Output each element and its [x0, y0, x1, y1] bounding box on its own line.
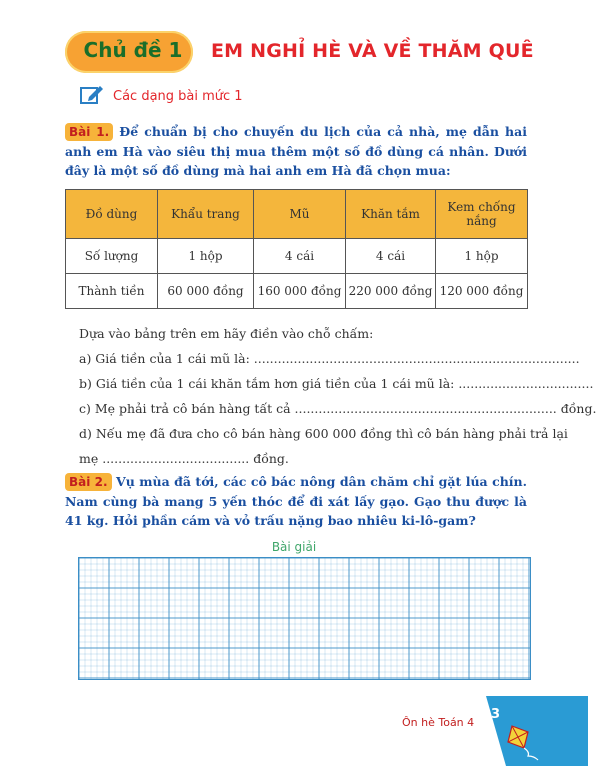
answer-grid[interactable] [78, 557, 531, 680]
kite-icon [504, 722, 544, 762]
fill-item-d-cont[interactable]: mẹ ..................................... đồng. [79, 451, 289, 466]
fill-item-d[interactable]: d) Nếu mẹ đã đưa cho cô bán hàng 600 000 đồng thì cô bán hàng phải trả lại [79, 426, 568, 441]
table-header-cell: Mũ [254, 190, 346, 239]
solution-label: Bài giải [271, 540, 317, 554]
table-cell: Thành tiền [66, 274, 158, 309]
topic-label: Chủ đề 1 [83, 38, 183, 62]
table-cell: 1 hộp [158, 239, 254, 274]
fill-instruction: Dựa vào bảng trên em hãy điền vào chỗ chấm: [79, 326, 374, 341]
page-number: 3 [491, 707, 501, 722]
items-table [65, 189, 528, 309]
level-label: Các dạng bài mức 1 [113, 89, 243, 104]
table-header-cell: Khăn tắm [346, 190, 436, 239]
table-cell: 4 cái [346, 239, 436, 274]
fill-item-b[interactable]: b) Giá tiền của 1 cái khăn tắm hơn giá tiền của 1 cái mũ là: .................................. [79, 376, 594, 391]
book-title: Ôn hè Toán 4 [402, 716, 475, 729]
table-cell: 120 000 đồng [436, 274, 528, 309]
table-cell: 160 000 đồng [254, 274, 346, 309]
fill-item-a[interactable]: a) Giá tiền của 1 cái mũ là: .................................................................................. [79, 351, 580, 366]
exercise-2-text: Vụ mùa đã tới, các cô bác nông dân chăm chỉ gặt lúa chín. Nam cùng bà mang 5 yến thóc để đi xát lấy gạo. Gạo thu được là 41 kg. Hỏi phần cám và vỏ trấu nặng bao nhiêu ki-lô-gam? [65, 474, 527, 528]
exercise-1-badge: Bài 1. [65, 123, 113, 141]
exercise-1-prompt [65, 122, 527, 180]
exercise-2-prompt [65, 472, 527, 530]
table-cell: 220 000 đồng [346, 274, 436, 309]
table-row [66, 239, 528, 274]
table-row [66, 274, 528, 309]
notebook-pencil-icon [80, 85, 104, 105]
table-cell: 4 cái [254, 239, 346, 274]
fill-item-c[interactable]: c) Mẹ phải trả cô bán hàng tất cả .................................................................. đồng. [79, 401, 596, 416]
table-header-cell: Đồ dùng [66, 190, 158, 239]
table-header-row [66, 190, 528, 239]
table-header-cell: Khẩu trang [158, 190, 254, 239]
table-cell: 60 000 đồng [158, 274, 254, 309]
table-header-cell: Kem chống nắng [436, 190, 528, 239]
exercise-2-badge: Bài 2. [65, 473, 112, 491]
topic-title: EM NGHỈ HÈ VÀ VỀ THĂM QUÊ [211, 40, 534, 62]
table-cell: Số lượng [66, 239, 158, 274]
exercise-1-text: Để chuẩn bị cho chuyến du lịch của cả nhà, mẹ dẫn hai anh em Hà vào siêu thị mua thêm một số đồ dùng cá nhân. Dưới đây là một số đồ dùng mà hai anh em Hà đã chọn mua: [65, 124, 527, 178]
table-cell: 1 hộp [436, 239, 528, 274]
